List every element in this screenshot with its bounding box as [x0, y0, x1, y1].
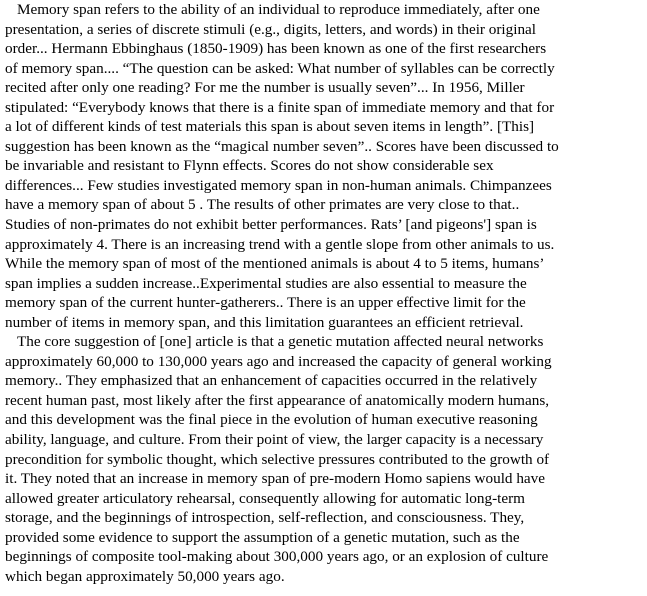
- text-line: it. They noted that an increase in memory span of pre-modern Homo sapiens would have: [5, 470, 545, 488]
- document-body: [5, 0, 645, 586]
- paragraph-memory-span: [5, 0, 645, 332]
- text-line: of memory span.... “The question can be asked: What number of syllables can be correctly: [5, 59, 555, 77]
- text-line: differences... Few studies investigated memory span in non-human animals. Chimpanzees: [5, 176, 552, 194]
- text-line: memory span of the current hunter-gatherers.. There is an upper effective limit for the: [5, 294, 526, 312]
- paragraph-genetic-mutation: [5, 332, 645, 586]
- text-line: which began approximately 50,000 years ago.: [5, 567, 285, 585]
- text-line: storage, and the beginnings of introspection, self-reflection, and consciousness. They,: [5, 509, 525, 527]
- text-line: span implies a sudden increase..Experimental studies are also essential to measure the: [5, 274, 527, 292]
- text-line: recited after only one reading? For me the number is usually seven”... In 1956, Miller: [5, 79, 525, 97]
- text-line: allowed greater articulatory rehearsal, consequently allowing for automatic long-term: [5, 489, 525, 507]
- text-line: recent human past, most likely after the first appearance of anatomically modern humans,: [5, 391, 550, 409]
- text-line: presentation, a series of discrete stimuli (e.g., digits, letters, and words) in their original: [5, 20, 537, 38]
- text-line: approximately 60,000 to 130,000 years ago and increased the capacity of general working: [5, 352, 552, 370]
- text-line: While the memory span of most of the mentioned animals is about 4 to 5 items, humans’: [5, 255, 545, 273]
- text-line: precondition for symbolic thought, which selective pressures contributed to the growth of: [5, 450, 550, 468]
- text-line: The core suggestion of [one] article is that a genetic mutation affected neural networks: [17, 333, 544, 351]
- text-line: beginnings of composite tool-making about 300,000 years ago, or an explosion of culture: [5, 548, 549, 566]
- text-line: Memory span refers to the ability of an individual to reproduce immediately, after one: [17, 1, 540, 18]
- text-line: a lot of different kinds of test materials this span is about seven items in length”. [This]: [5, 118, 535, 136]
- text-line: number of items in memory span, and this limitation guarantees an efficient retrieval.: [5, 313, 524, 331]
- text-line: approximately 4. There is an increasing trend with a gentle slope from other animals to us.: [5, 235, 555, 253]
- text-line: ability, language, and culture. From their point of view, the larger capacity is a necessary: [5, 431, 544, 449]
- text-line: memory.. They emphasized that an enhancement of capacities occurred in the relatively: [5, 372, 538, 390]
- text-line: and this development was the final piece in the evolution of human executive reasoning: [5, 411, 538, 429]
- text-line: order... Hermann Ebbinghaus (1850-1909) has been known as one of the first researchers: [5, 40, 547, 58]
- text-line: provided some evidence to support the assumption of a genetic mutation, such as the: [5, 528, 520, 546]
- text-line: Studies of non-primates do not exhibit better performances. Rats’ [and pigeons'] span is: [5, 216, 537, 234]
- text-line: suggestion has been known as the “magical number seven”.. Scores have been discussed to: [5, 137, 559, 155]
- text-line: stipulated: “Everybody knows that there is a finite span of immediate memory and that for: [5, 98, 555, 116]
- text-line: have a memory span of about 5 . The results of other primates are very close to that..: [5, 196, 520, 214]
- text-line: be invariable and resistant to Flynn effects. Scores do not show considerable sex: [5, 157, 494, 175]
